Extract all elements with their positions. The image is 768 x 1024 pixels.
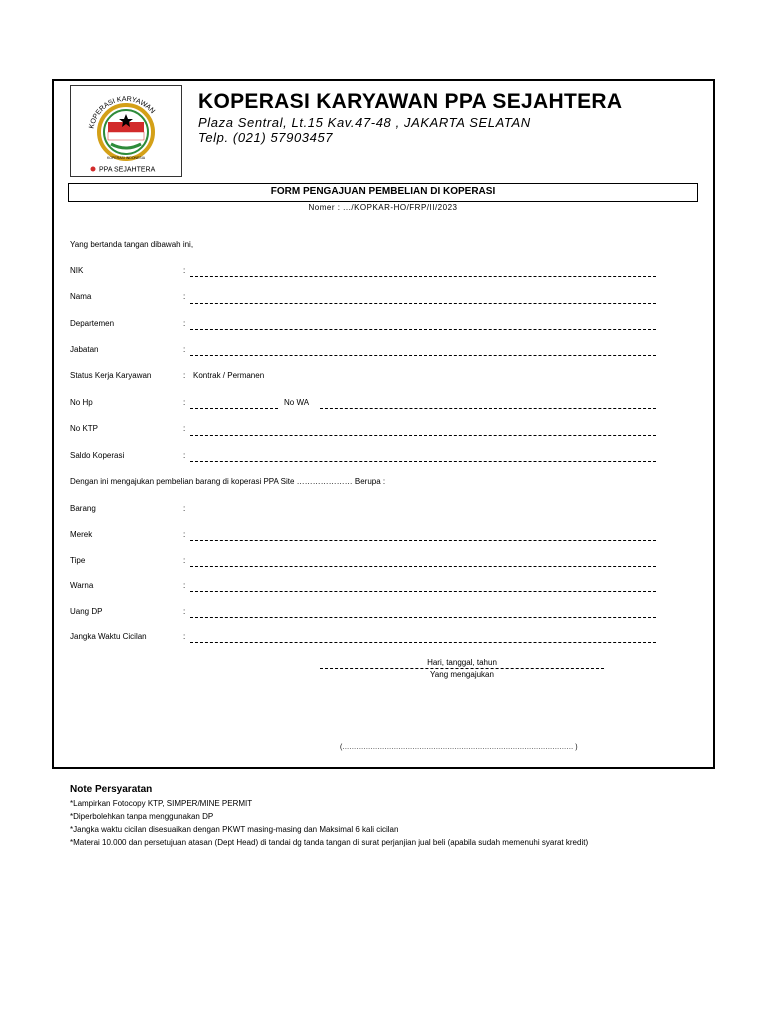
colon: : [183, 530, 186, 539]
colon: : [183, 424, 186, 433]
departemen-label: Departemen [70, 319, 115, 328]
departemen-field[interactable] [190, 329, 656, 330]
colon: : [183, 266, 186, 275]
nik-label: NIK [70, 266, 84, 275]
date-field[interactable]: Hari, tanggal, tahun [320, 658, 604, 669]
colon: : [183, 451, 186, 460]
merek-label: Merek [70, 530, 93, 539]
cooperative-emblem-icon [71, 86, 181, 176]
uang-dp-field[interactable] [190, 617, 656, 618]
notes-title: Note Persyaratan [70, 784, 153, 795]
merek-field[interactable] [190, 540, 656, 541]
no-wa-label: No WA [284, 398, 310, 407]
form-number: Nomer : .../KOPKAR-HO/FRP/II/2023 [308, 203, 458, 212]
form-title: FORM PENGAJUAN PEMBELIAN DI KOPERASI [68, 183, 698, 202]
note-item: *Diperbolehkan tanpa menggunakan DP [70, 812, 214, 821]
applicant-label: Yang mengajukan [430, 670, 494, 679]
note-item: *Materai 10.000 dan persetujuan atasan (Dept Head) di tandai dg tanda tangan di surat perjanjian jual beli (apabila sudah memenuhi syarat kredit) [70, 838, 589, 847]
tipe-label: Tipe [70, 556, 86, 565]
status-label: Status Kerja Karyawan [70, 371, 152, 380]
colon: : [183, 607, 186, 616]
no-ktp-label: No KTP [70, 424, 99, 433]
nik-field[interactable] [190, 276, 656, 277]
colon: : [183, 504, 186, 513]
statement-text: Dengan ini mengajukan pembelian barang di koperasi PPA Site ………………… Berupa : [70, 477, 386, 486]
colon: : [183, 371, 186, 380]
note-item: *Lampirkan Fotocopy KTP, SIMPER/MINE PERMIT [70, 799, 253, 808]
intro-text: Yang bertanda tangan dibawah ini, [70, 240, 194, 249]
nama-label: Nama [70, 292, 92, 301]
barang-label: Barang [70, 504, 96, 513]
cooperative-logo [70, 85, 182, 177]
warna-label: Warna [70, 581, 94, 590]
no-wa-field[interactable] [320, 408, 656, 409]
signature-name-field[interactable]: (……………………………………………………………………………………… ) [340, 744, 578, 751]
colon: : [183, 632, 186, 641]
colon: : [183, 345, 186, 354]
colon: : [183, 556, 186, 565]
colon: : [183, 292, 186, 301]
status-options[interactable]: Kontrak / Permanen [193, 371, 265, 380]
tipe-field[interactable] [190, 566, 656, 567]
jangka-field[interactable] [190, 642, 656, 643]
jangka-label: Jangka Waktu Cicilan [70, 632, 147, 641]
saldo-label: Saldo Koperasi [70, 451, 125, 460]
colon: : [183, 398, 186, 407]
no-ktp-field[interactable] [190, 435, 656, 436]
logo-text-bottom: PPA SEJAHTERA [99, 166, 156, 174]
organization-phone: Telp. (021) 57903457 [198, 130, 334, 145]
organization-address: Plaza Sentral, Lt.15 Kav.47-48 , JAKARTA SELATAN [198, 115, 531, 130]
uang-dp-label: Uang DP [70, 607, 103, 616]
no-hp-label: No Hp [70, 398, 93, 407]
saldo-field[interactable] [190, 461, 656, 462]
logo-text-top: KOPERASI KARYAWAN [88, 95, 156, 130]
colon: : [183, 319, 186, 328]
jabatan-label: Jabatan [70, 345, 99, 354]
nama-field[interactable] [190, 303, 656, 304]
logo-badge-text: KOPERASI INDONESIA [106, 156, 146, 160]
organization-name: KOPERASI KARYAWAN PPA SEJAHTERA [198, 90, 623, 113]
jabatan-field[interactable] [190, 355, 656, 356]
colon: : [183, 581, 186, 590]
note-item: *Jangka waktu cicilan disesuaikan dengan PKWT masing-masing dan Maksimal 6 kali cicilan [70, 825, 399, 834]
no-hp-field[interactable] [190, 408, 278, 409]
warna-field[interactable] [190, 591, 656, 592]
